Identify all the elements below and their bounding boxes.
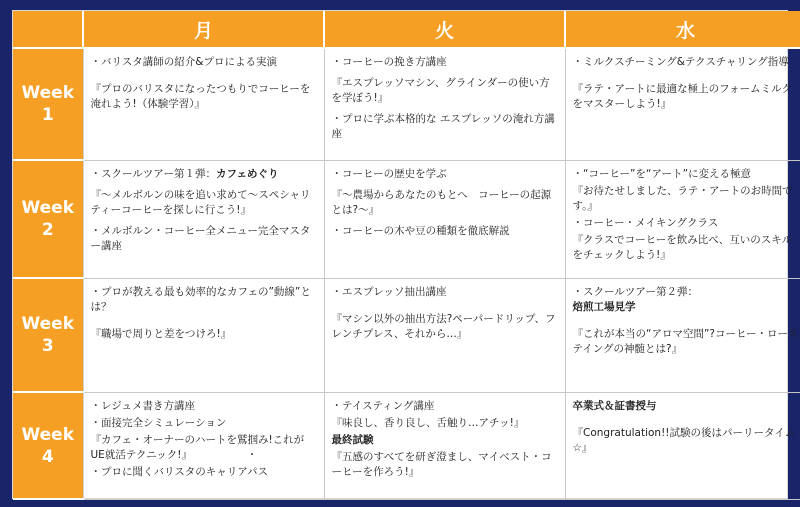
list-item xyxy=(91,167,317,182)
list-item xyxy=(573,285,799,315)
week-row-1 xyxy=(13,48,800,160)
item-bold: 焙煎工場見学 xyxy=(572,300,636,313)
week3-tue-cell xyxy=(324,278,565,392)
list-item: ・コーヒーの歴史を学ぶ xyxy=(331,167,447,180)
week-row-4 xyxy=(13,392,800,499)
list-item: 『Congratulation!!試験の後はパーリータイム☆』 xyxy=(572,426,796,454)
week-row-2 xyxy=(13,160,800,278)
week-label-number: 4 xyxy=(41,446,54,467)
week3-wed-cell xyxy=(565,278,800,392)
list-item: ・プロが教える最も効率的なカフェの”動線”とは？ xyxy=(90,285,311,313)
list-item: 『これが本当の“アロマ空間”?コーヒー・ローステイングの神髄とは?』 xyxy=(572,327,799,355)
week-label-text: Week xyxy=(21,314,74,334)
item-prefix: ・スクールツアー第１弾： xyxy=(90,167,216,180)
week2-tue-cell xyxy=(324,160,565,278)
week2-wed-cell xyxy=(565,160,800,278)
list-item: ・ミルクスチーミング&テクスチャリング指導 xyxy=(572,56,789,68)
list-item: 『マシン以外の抽出方法?ペーパードリップ、フレンチプレス、それから…』 xyxy=(331,312,556,340)
curriculum-table-frame xyxy=(12,10,799,499)
item-text: 『カフェ・オーナーのハートを鷲掴み!これがUE就活テクニック!』 xyxy=(90,433,305,461)
list-item: 『お待たせしました、ラテ・アートのお時間です。』 xyxy=(572,184,793,212)
list-item xyxy=(91,433,317,463)
list-item: 『～メルボルンの味を追い求めて～スペシャリティーコーヒーを探しに行こう!』 xyxy=(90,188,311,216)
list-item: ・エスプレッソ抽出講座 xyxy=(331,285,447,298)
list-item: ・テイスティング講座 xyxy=(331,399,435,412)
week4-tue-cell xyxy=(324,392,565,499)
week-label-4 xyxy=(13,392,83,499)
list-item: 『エスプレッソマシン、グラインダーの使い方を学ぼう!』 xyxy=(331,77,550,104)
week-row-3 xyxy=(13,278,800,392)
week2-mon-cell xyxy=(83,160,324,278)
list-item: ・“コーヒー”を“アート”に変える極意 xyxy=(572,167,752,180)
week1-wed-cell xyxy=(565,48,800,160)
list-item: ・面接完全シミュレーション xyxy=(90,416,227,429)
header-row xyxy=(13,11,800,48)
week1-tue-cell xyxy=(324,48,565,160)
list-item: 『ラテ・アートに最適な極上のフォームミルクをマスターしよう!』 xyxy=(572,83,792,110)
item-prefix: ・スクールツアー第２弾： xyxy=(572,285,698,298)
week-label-text: Week xyxy=(21,198,74,218)
list-item: ・コーヒー・メイキングクラス xyxy=(572,216,719,229)
list-item: ・レジュメ書き方講座 xyxy=(90,399,196,412)
corner-cell xyxy=(13,11,83,48)
list-item: 卒業式＆証書授与 xyxy=(572,399,657,412)
stray-dot: ・ xyxy=(246,448,258,461)
list-item: ・コーヒーの木や豆の種類を徹底解説 xyxy=(331,224,510,237)
week4-wed-cell xyxy=(565,392,800,499)
day-header-tue: 火 xyxy=(324,11,565,48)
week-label-number: 3 xyxy=(41,336,54,356)
list-item: 『味良し、香り良し、舌触り…アチッ!』 xyxy=(331,416,525,429)
day-header-mon: 月 xyxy=(83,11,324,48)
list-item: ・プロに聞くバリスタのキャリアパス xyxy=(90,465,268,478)
week1-mon-cell xyxy=(83,48,324,160)
week-label-1 xyxy=(13,48,83,160)
week-label-text: Week xyxy=(21,424,74,445)
list-item: 『プロのバリスタになったつもりでコーヒーを淹れよう!（体験学習）』 xyxy=(90,83,311,110)
item-bold: カフェめぐり xyxy=(215,167,279,180)
week-label-number: 2 xyxy=(41,220,54,240)
list-item: 『五感のすべてを研ぎ澄まし、マイベスト・コーヒーを作ろう!』 xyxy=(331,450,552,478)
week-label-3 xyxy=(13,278,83,392)
list-item: 『職場で周りと差をつけろ!』 xyxy=(90,327,232,340)
list-item: ・プロに学ぶ本格的な エスプレッソの淹れ方講座 xyxy=(331,113,555,140)
list-item: 最終試験 xyxy=(331,433,374,446)
day-header-wed: 水 xyxy=(565,11,800,48)
week-label-number: 1 xyxy=(41,105,54,125)
week-label-2 xyxy=(13,160,83,278)
list-item: ・バリスタ講師の紹介&プロによる実演 xyxy=(90,56,277,68)
week-label-text: Week xyxy=(21,83,74,103)
weekly-curriculum-table xyxy=(13,11,800,500)
list-item: 『～農場からあなたのもとへ コーヒーの起源とは?～』 xyxy=(331,188,552,216)
week4-mon-cell xyxy=(83,392,324,499)
list-item: ・コーヒーの挽き方講座 xyxy=(331,56,447,68)
week3-mon-cell xyxy=(83,278,324,392)
list-item: 『クラスでコーヒーを飲み比べ、互いのスキルをチェックしよう!』 xyxy=(572,233,793,261)
list-item: ・メルボルン・コーヒー全メニュー完全マスター講座 xyxy=(90,224,311,252)
